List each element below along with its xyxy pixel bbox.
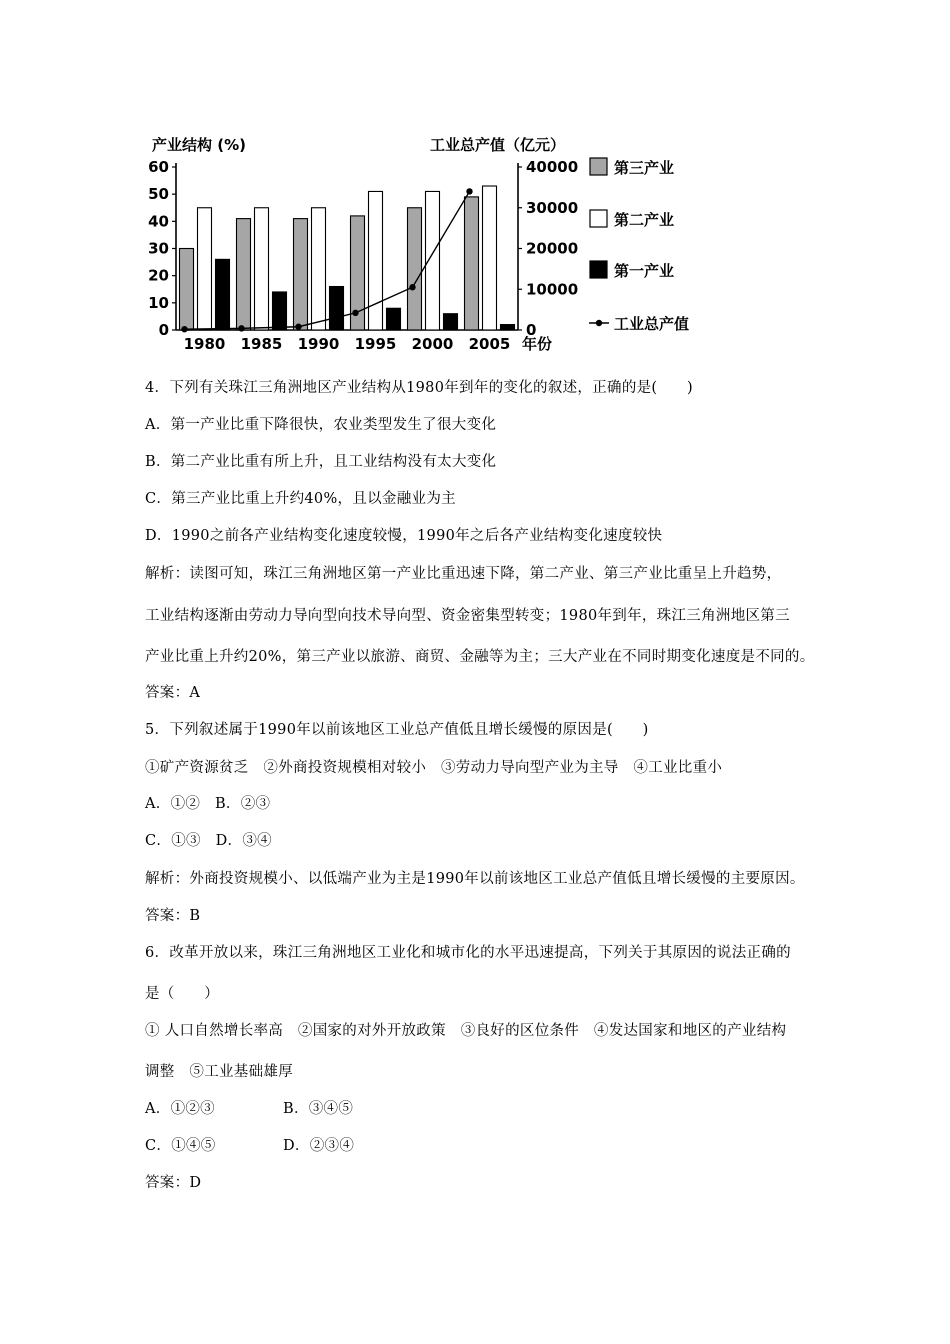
bar — [198, 208, 212, 330]
q5-answer: 答案：B — [145, 908, 201, 924]
legend-label: 工业总产值 — [614, 315, 690, 333]
bar — [180, 249, 194, 331]
q6-option-c: C．①④⑤ — [145, 1138, 216, 1154]
line-point — [238, 325, 244, 331]
bar — [387, 308, 401, 330]
line-point — [466, 188, 472, 194]
q6-answer: 答案：D — [145, 1175, 202, 1191]
bar — [312, 208, 326, 330]
q5-analysis: 解析：外商投资规模小、以低端产业为主是1990年以前该地区工业总产值低且增长缓慢的主要原因。 — [145, 871, 805, 887]
right-axis-title: 工业总产值（亿元） — [430, 136, 566, 154]
left-tick-label: 20 — [148, 266, 169, 285]
x-tick-label: 1990 — [297, 335, 340, 353]
left-tick-label: 10 — [148, 293, 169, 312]
right-tick-label: 0 — [526, 321, 537, 339]
q4-analysis-line3: 产业比重上升约20%，第三产业以旅游、商贸、金融等为主；三大产业在不同时期变化速度是不同的。 — [145, 649, 815, 665]
right-tick-label: 10000 — [526, 280, 579, 299]
q4-option-b: B．第二产业比重有所上升，且工业结构没有太大变化 — [145, 454, 497, 470]
q6-option-a: A．①②③ — [145, 1101, 215, 1117]
legend-label: 第一产业 — [614, 262, 675, 280]
q4-answer: 答案：A — [145, 685, 201, 701]
industry-structure-chart — [140, 128, 720, 358]
x-tick-label: 1980 — [183, 335, 226, 353]
left-tick-label: 40 — [148, 212, 169, 231]
plot-area — [148, 158, 578, 353]
x-tick-label: 1995 — [354, 335, 397, 353]
q4-option-a: A．第一产业比重下降很快，农业类型发生了很大变化 — [145, 417, 497, 433]
right-tick-label: 40000 — [526, 158, 579, 176]
q6-stem-line1: 6．改革开放以来，珠江三角洲地区工业化和城市化的水平迅速提高，下列关于其原因的说法正确的 — [145, 945, 791, 961]
x-tick-label: 1985 — [240, 335, 283, 353]
bar — [501, 325, 515, 330]
right-tick-label: 20000 — [526, 239, 579, 258]
bar — [237, 219, 251, 330]
q4-analysis-line1: 解析：读图可知，珠江三角洲地区第一产业比重迅速下降，第二产业、第三产业比重呈上升趋势， — [145, 566, 782, 582]
q6-stem-line2: 是（ ） — [145, 986, 219, 1002]
legend-marker — [596, 320, 602, 326]
q5-options: ①矿产资源贫乏 ②外商投资规模相对较小 ③劳动力导向型产业为主导 ④工业比重小 — [145, 760, 723, 776]
bar — [330, 287, 344, 330]
q4-option-d: D．1990之前各产业结构变化速度较慢，1990年之后各产业结构变化速度较快 — [145, 528, 663, 544]
x-tick-label: 2005 — [468, 335, 511, 353]
line-point — [181, 326, 187, 332]
legend-swatch — [590, 210, 607, 227]
bar — [216, 259, 230, 330]
legend-label: 第二产业 — [614, 211, 675, 229]
q5-option-ab: A．①② B．②③ — [145, 796, 271, 812]
left-tick-label: 60 — [148, 158, 169, 176]
left-tick-label: 30 — [148, 239, 169, 258]
q6-option-d: D．②③④ — [283, 1138, 355, 1154]
left-tick-label: 0 — [158, 321, 169, 339]
bar — [369, 191, 383, 330]
q4-option-c: C．第三产业比重上升约40%，且以金融业为主 — [145, 491, 456, 507]
q4-stem: 4．下列有关珠江三角洲地区产业结构从1980年到年的变化的叙述，正确的是( ) — [145, 380, 693, 396]
bar — [255, 208, 269, 330]
legend-swatch — [590, 261, 607, 278]
legend — [589, 158, 689, 333]
q6-options-line2: 调整 ⑤工业基础雄厚 — [145, 1064, 293, 1080]
bar — [444, 314, 458, 330]
legend-swatch — [590, 158, 607, 175]
line-point — [409, 284, 415, 290]
q6-option-b: B．③④⑤ — [283, 1101, 354, 1117]
bar — [483, 186, 497, 330]
q5-stem: 5．下列叙述属于1990年以前该地区工业总产值低且增长缓慢的原因是( ) — [145, 722, 649, 738]
bar — [465, 197, 479, 330]
x-axis-title: 年份 — [522, 335, 553, 353]
line-point — [295, 324, 301, 330]
q4-analysis-line2: 工业结构逐渐由劳动力导向型向技术导向型、资金密集型转变；1980年到年，珠江三角洲地区第三 — [145, 608, 790, 624]
q5-option-cd: C．①③ D．③④ — [145, 833, 272, 849]
bar — [273, 292, 287, 330]
left-tick-label: 50 — [148, 185, 169, 204]
line-point — [352, 310, 358, 316]
left-axis-title: 产业结构 (%) — [152, 136, 246, 154]
bar — [408, 208, 422, 330]
bar — [294, 219, 308, 330]
x-tick-label: 2000 — [411, 335, 454, 353]
right-tick-label: 30000 — [526, 198, 579, 217]
legend-label: 第三产业 — [614, 159, 675, 177]
q6-options-line1: ① 人口自然增长率高 ②国家的对外开放政策 ③良好的区位条件 ④发达国家和地区的产业结构 — [145, 1023, 787, 1039]
